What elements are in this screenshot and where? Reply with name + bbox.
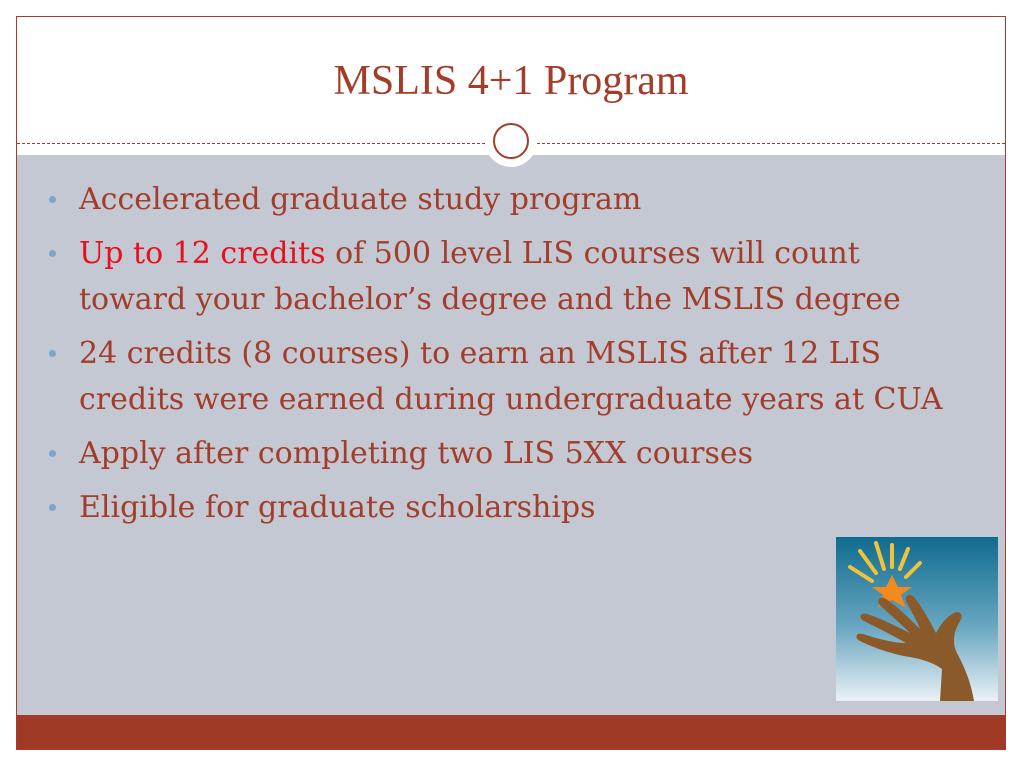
hand-reaching-star-icon <box>836 537 998 701</box>
bullet-item <box>43 331 973 423</box>
bullet-highlight: Up to 12 credits <box>79 236 326 271</box>
bullet-dot-icon <box>49 250 56 257</box>
bullet-dot-icon <box>49 504 56 511</box>
bullet-item <box>43 177 973 223</box>
bullet-text: 24 credits (8 courses) to earn an MSLIS after 12 LIS credits were earned during undergraduate years at CUA <box>79 336 943 417</box>
footer-bar <box>17 715 1005 749</box>
bullet-dot-icon <box>49 450 56 457</box>
bullet-text: Apply after completing two LIS 5XX courses <box>79 436 754 471</box>
bullet-dot-icon <box>49 196 56 203</box>
slide-title: MSLIS 4+1 Program <box>333 58 689 104</box>
divider-ornament-icon <box>485 115 537 167</box>
bullet-text: Eligible for graduate scholarships <box>79 490 596 525</box>
ornament-ring <box>493 123 529 159</box>
bullet-list <box>43 177 973 539</box>
bullet-item <box>43 485 973 531</box>
slide-frame <box>16 16 1006 750</box>
bullet-item <box>43 431 973 477</box>
bullet-text: of 500 level LIS courses will count toward your bachelor’s degree and the MSLIS degree <box>79 236 901 317</box>
bullet-item <box>43 231 973 323</box>
bullet-dot-icon <box>49 350 56 357</box>
bullet-text: Accelerated graduate study program <box>79 182 642 217</box>
